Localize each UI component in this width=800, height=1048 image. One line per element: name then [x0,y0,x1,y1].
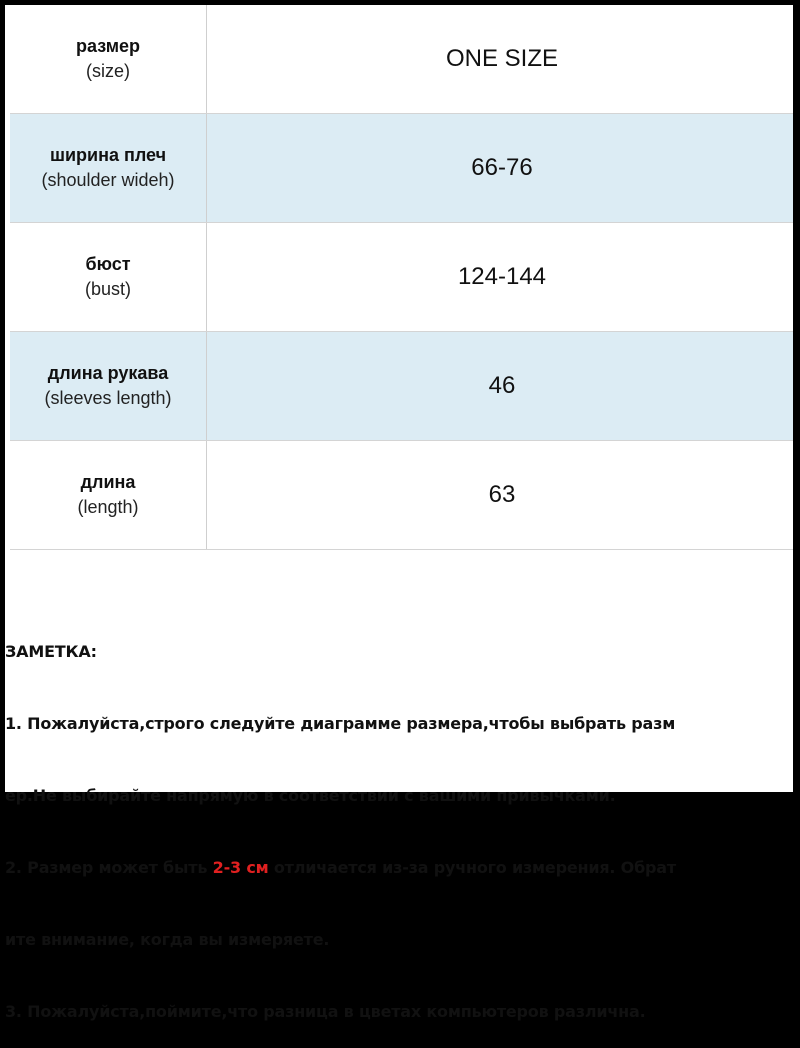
note-2-highlight: 2-3 см [212,858,269,877]
row-label-en: (size) [86,61,130,81]
note-1-line-2: ер.Не выбирайте напрямую в соответствии с вашими привычками. [5,786,616,805]
row-label-ru: длина [80,472,136,492]
row-label-ru: ширина плеч [49,145,167,165]
row-label-en: (shoulder wideh) [41,170,175,190]
table-row-size [10,5,793,114]
row-value: 46 [488,372,516,399]
row-value: 63 [488,481,516,508]
note-3-line-1: 3. Пожалуйста,поймите,что разница в цветах компьютеров различна. [5,1002,646,1021]
row-label-en: (length) [77,497,139,517]
row-label-ru: длина рукава [47,363,169,383]
row-label-cell [10,5,207,113]
row-value: 124-144 [457,263,547,290]
table-row-length [10,441,793,550]
table-row-shoulder-width [10,114,793,223]
note-2-line-1 [5,856,795,880]
notes-section [5,592,795,1048]
row-label-en: (sleeves length) [44,388,172,408]
row-label-cell [10,114,207,222]
row-label-cell [10,332,207,440]
row-label-cell [10,441,207,549]
row-value: 66-76 [471,154,533,181]
table-row-sleeve-length [10,332,793,441]
table-row-bust [10,223,793,332]
size-table [10,5,793,550]
row-value: ONE SIZE [445,45,559,72]
row-label-ru: размер [75,36,141,56]
note-2-text-post: отличается из-за ручного измерения. Обрат [268,858,676,877]
note-1-line-1: 1. Пожалуйста,строго следуйте диаграмме размера,чтобы выбрать разм [5,714,676,733]
row-label-ru: бюст [85,254,131,274]
note-2-text-pre: 2. Размер может быть [5,858,213,877]
row-label-cell [10,223,207,331]
row-label-en: (bust) [84,279,131,299]
notes-title: ЗАМЕТКА: [5,642,97,661]
note-2-line-2: ите внимание, когда вы измеряете. [5,930,330,949]
